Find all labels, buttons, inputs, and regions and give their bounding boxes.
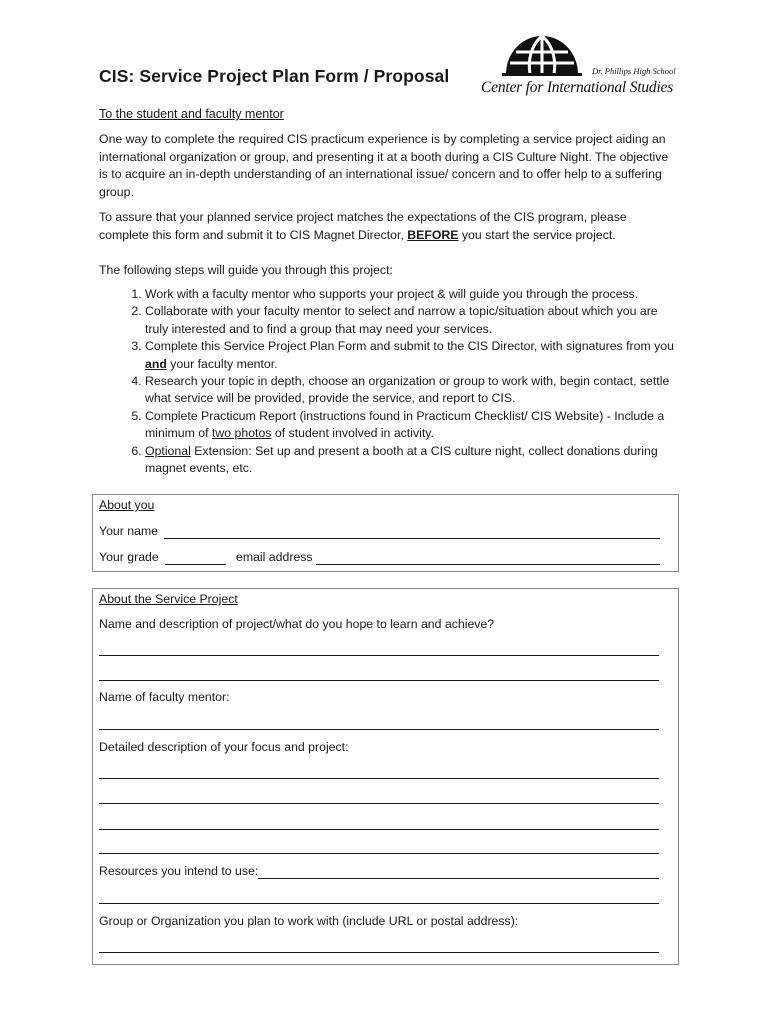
step-text-tail: of student involved in activity. [271, 426, 434, 441]
intro-p2-tail: you start the service project. [458, 227, 616, 242]
your-name-label: Your name [99, 524, 159, 538]
optional-emphasis: Optional [145, 443, 191, 458]
two-photos-emphasis: two photos [211, 426, 272, 441]
step-text-tail: Extension: Set up and present a booth at a CIS culture night, collect donations during magnet events, etc. [145, 443, 658, 476]
resources-field[interactable] [258, 878, 659, 879]
faculty-mentor-label: Name of faculty mentor: [99, 690, 230, 704]
list-item [145, 408, 681, 443]
steps-list [99, 286, 681, 477]
intro-paragraph-2 [99, 209, 679, 244]
logo-center-name: Center for International Studies [481, 79, 674, 96]
steps-intro: The following steps will guide you through this project: [99, 263, 393, 277]
detailed-description-line-2[interactable] [99, 803, 659, 804]
globe-icon [500, 28, 584, 78]
cis-logo [478, 28, 678, 102]
about-project-heading: About the Service Project [99, 592, 238, 606]
faculty-mentor-field[interactable] [99, 729, 659, 730]
intro-heading: To the student and faculty mentor [99, 107, 284, 121]
step-text-tail: your faculty mentor. [166, 356, 278, 371]
list-item [145, 338, 681, 373]
and-emphasis: and [145, 356, 167, 371]
detailed-description-line-3[interactable] [99, 829, 659, 830]
your-name-field[interactable] [164, 538, 660, 539]
resources-line-2[interactable] [99, 903, 659, 904]
intro-paragraph-1: One way to complete the required CIS practicum experience is by completing a service project aiding an international organization or group, and presenting it at a booth during a CIS Culture Night. The objective is to acquire an in-depth understanding of an international issue/ concern and to offer help to a suffering group. [99, 132, 669, 199]
intro-p2-text: To assure that your planned service project matches the expectations of the CIS program, please complete this form and submit it to CIS Magnet Director, [99, 210, 627, 242]
detailed-description-label: Detailed description of your focus and project: [99, 740, 349, 754]
logo-school-name: Dr. Phillips High School [592, 66, 676, 76]
step-text: Research your topic in depth, choose an organization or group to work with, begin contact, settle what service will be provided, provide the service, and report to CIS. [145, 374, 670, 406]
list-item [145, 443, 681, 478]
project-description-label: Name and description of project/what do you hope to learn and achieve? [99, 617, 495, 631]
list-item [145, 286, 681, 303]
detailed-description-line-4[interactable] [99, 853, 659, 854]
project-description-line-1[interactable] [99, 655, 659, 656]
about-project-box [92, 588, 679, 965]
resources-label: Resources you intend to use: [99, 864, 259, 878]
project-description-line-2[interactable] [99, 680, 659, 681]
step-text: Complete this Service Project Plan Form and submit to the CIS Director, with signatures from you [145, 339, 674, 354]
about-you-heading: About you [99, 498, 155, 512]
list-item [145, 373, 681, 408]
before-emphasis: BEFORE [407, 227, 459, 242]
group-organization-field[interactable] [99, 952, 659, 953]
step-text: Complete Practicum Report (instructions found in Practicum Checklist/ CIS Website) - Include a minimum of [145, 408, 665, 441]
email-field[interactable] [316, 564, 660, 565]
about-you-box [92, 494, 679, 572]
email-label: email address [236, 550, 313, 564]
page-title: CIS: Service Project Plan Form / Proposal [99, 66, 450, 86]
your-grade-field[interactable] [165, 564, 226, 565]
detailed-description-line-1[interactable] [99, 778, 659, 779]
group-organization-label: Group or Organization you plan to work with (include URL or postal address): [99, 914, 519, 928]
list-item [145, 303, 681, 338]
your-grade-label: Your grade [99, 550, 159, 564]
step-text: Collaborate with your faculty mentor to select and narrow a topic/situation about which you are truly interested and to find a group that may need your services. [145, 304, 658, 336]
step-text: Work with a faculty mentor who supports your project & will guide you through the process. [145, 287, 639, 301]
